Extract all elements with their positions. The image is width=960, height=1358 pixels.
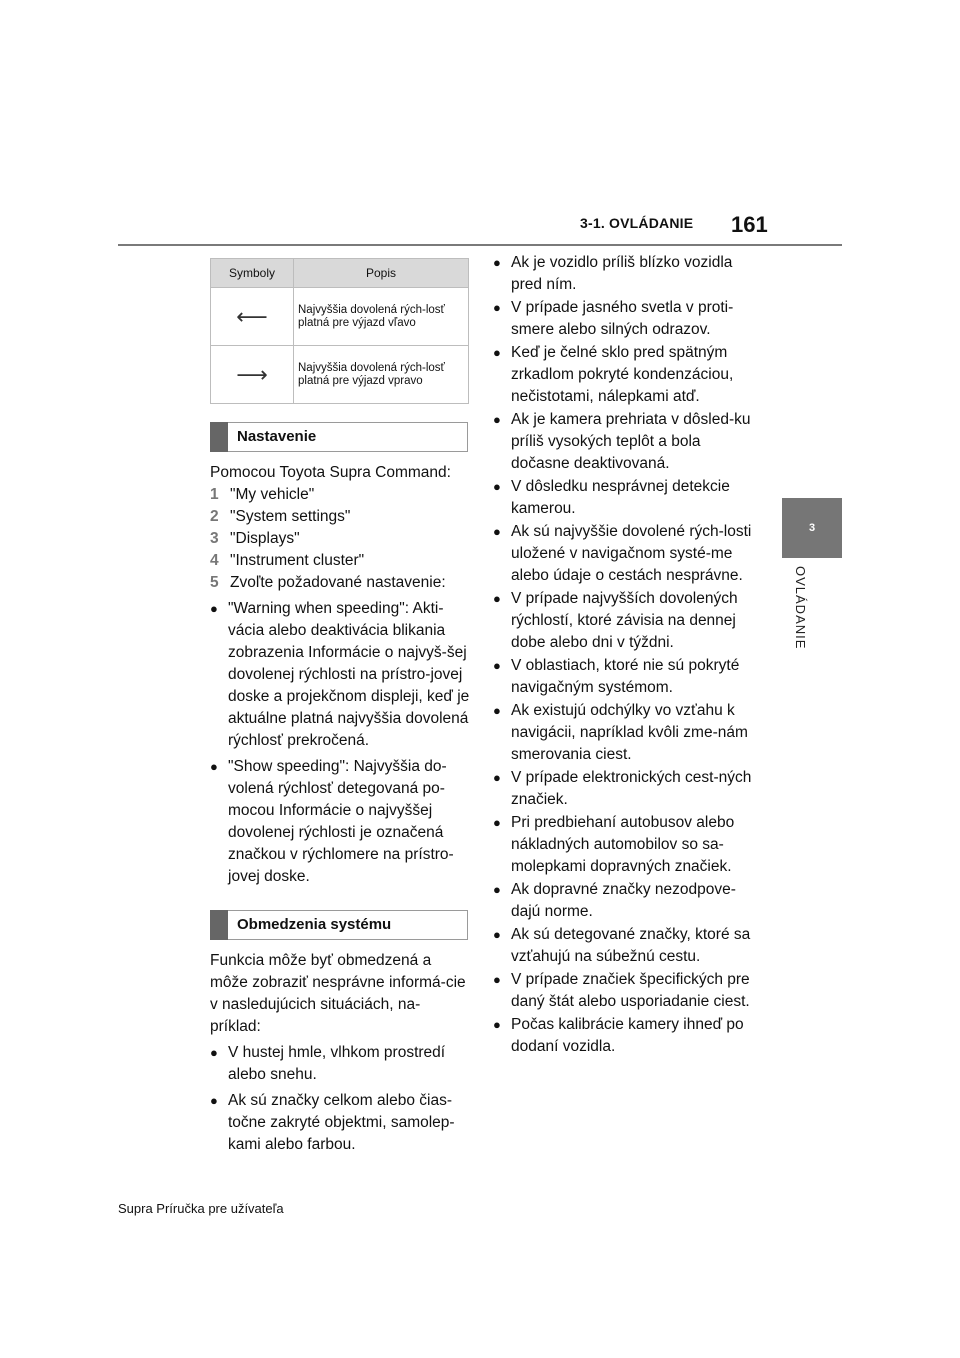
bullet-icon: ● xyxy=(493,591,501,606)
bullet-icon: ● xyxy=(210,601,218,616)
list-item-text: Keď je čelné sklo pred spätným zrkadlom pokryté kondenzáciou, nečistotami, nálepkami atď. xyxy=(511,344,734,405)
list-item xyxy=(493,342,758,408)
list-item xyxy=(493,588,758,654)
limits-intro: Funkcia môže byť obmedzená a môže zobraziť nesprávne informá-cie v nasledujúcich situáciách, na-príklad: xyxy=(210,952,466,1035)
step-text: Zvoľte požadované nastavenie: xyxy=(230,574,446,591)
footer-text: Supra Príručka pre užívateľa xyxy=(118,1201,284,1216)
bullet-icon: ● xyxy=(493,412,501,427)
list-item xyxy=(210,1090,470,1156)
table-header-description: Popis xyxy=(294,259,469,288)
step-item xyxy=(210,506,470,528)
list-item-text: Ak je kamera prehriata v dôsled-ku príliš vysokých teplôt a bola dočasne deaktivovaná. xyxy=(511,411,751,472)
list-item-text: V oblastiach, ktoré nie sú pokryté navigačným systémom. xyxy=(511,657,740,696)
step-number: 5 xyxy=(210,574,219,591)
list-item xyxy=(210,756,470,888)
chapter-label: OVLÁDANIE xyxy=(793,566,808,650)
list-item xyxy=(493,700,758,766)
list-item xyxy=(493,297,758,341)
step-text: "My vehicle" xyxy=(230,486,315,503)
left-column xyxy=(210,258,470,1156)
list-item xyxy=(493,1014,758,1058)
bullet-icon: ● xyxy=(493,703,501,718)
list-item xyxy=(493,252,758,296)
bullet-icon: ● xyxy=(493,815,501,830)
chapter-tab: 3 xyxy=(782,498,842,558)
list-item xyxy=(493,924,758,968)
bullet-icon: ● xyxy=(493,479,501,494)
table-cell-description: Najvyššia dovolená rých-losť platná pre výjazd vpravo xyxy=(294,346,469,404)
list-item xyxy=(493,521,758,587)
right-column xyxy=(493,252,758,1058)
list-item xyxy=(493,879,758,923)
bullet-icon: ● xyxy=(493,524,501,539)
heading-text: Obmedzenia systému xyxy=(237,916,392,933)
list-item xyxy=(493,767,758,811)
list-item-text: V dôsledku nesprávnej detekcie kamerou. xyxy=(511,478,730,517)
bullet-icon: ● xyxy=(493,972,501,987)
list-item xyxy=(493,476,758,520)
page-number: 161 xyxy=(731,212,768,237)
header-divider xyxy=(118,244,842,246)
table-cell-description: Najvyššia dovolená rých-losť platná pre výjazd vľavo xyxy=(294,288,469,346)
bullet-icon: ● xyxy=(210,1093,218,1108)
list-item xyxy=(493,969,758,1013)
heading-bar xyxy=(210,422,228,452)
list-item-text: Počas kalibrácie kamery ihneď po dodaní vozidla. xyxy=(511,1016,744,1055)
symbols-table xyxy=(210,258,469,404)
list-item xyxy=(210,1042,470,1086)
list-item xyxy=(210,598,470,752)
bullet-icon: ● xyxy=(493,658,501,673)
list-item-text: V hustej hmle, vlhkom prostredí alebo snehu. xyxy=(228,1044,446,1083)
arrow-right-icon: ⟶ xyxy=(211,346,294,404)
list-item-text: Ak dopravné značky nezodpove-dajú norme. xyxy=(511,881,736,920)
step-text: "Displays" xyxy=(230,530,300,547)
list-item xyxy=(493,655,758,699)
list-item-text: V prípade jasného svetla v proti-smere alebo silných odrazov. xyxy=(511,299,734,338)
list-item-text: "Warning when speeding": Akti-vácia alebo deaktivácia blikania zobrazenia Informácie o najvyš-šej dovolenej rýchlosti na prístro-jovej doske a projekčnom displeji, keď je aktuálne platná najvyššia dovolená rýchlosť prekročená. xyxy=(228,600,470,749)
bullet-icon: ● xyxy=(493,300,501,315)
list-item-text: Ak sú detegované značky, ktoré sa vzťahujú na súbežnú cestu. xyxy=(511,926,751,965)
bullet-icon: ● xyxy=(493,345,501,360)
list-item-text: V prípade elektronických cest-ných značiek. xyxy=(511,769,752,808)
step-item xyxy=(210,550,470,572)
arrow-left-icon: ⟵ xyxy=(211,288,294,346)
settings-intro: Pomocou Toyota Supra Command: xyxy=(210,464,451,481)
bullet-icon: ● xyxy=(493,927,501,942)
section-heading-settings xyxy=(210,422,468,452)
list-item-text: Ak existujú odchýlky vo vzťahu k navigácii, napríklad kvôli zme-nám smerovania ciest. xyxy=(511,702,748,763)
bullet-icon: ● xyxy=(493,255,501,270)
list-item-text: "Show speeding": Najvyššia do-volená rýchlosť detegovaná po-mocou Informácie o najvyššej dovolenej rýchlosti je označená značkou v rýchlomere na prístro-jovej doske. xyxy=(228,758,454,885)
bullet-icon: ● xyxy=(210,1045,218,1060)
step-text: "Instrument cluster" xyxy=(230,552,365,569)
step-text: "System settings" xyxy=(230,508,351,525)
list-item-text: V prípade značiek špecifických pre daný štát alebo usporiadanie ciest. xyxy=(511,971,750,1010)
step-item xyxy=(210,572,470,594)
list-item-text: Ak sú značky celkom alebo čias-točne zakryté objektmi, samolep-kami alebo farbou. xyxy=(228,1092,455,1153)
bullet-icon: ● xyxy=(493,882,501,897)
list-item-text: Ak je vozidlo príliš blízko vozidla pred ním. xyxy=(511,254,733,293)
list-item-text: Ak sú najvyššie dovolené rých-losti uložené v navigačnom systé-me alebo údaje o cestách nesprávne. xyxy=(511,523,752,584)
bullet-icon: ● xyxy=(493,1017,501,1032)
section-heading-limits xyxy=(210,910,468,940)
heading-text: Nastavenie xyxy=(237,428,317,445)
step-number: 2 xyxy=(210,508,219,525)
list-item xyxy=(493,409,758,475)
step-item xyxy=(210,528,470,550)
list-item-text: Pri predbiehaní autobusov alebo nákladných automobilov so sa-molepkami dopravných značiek. xyxy=(511,814,735,875)
step-number: 4 xyxy=(210,552,219,569)
table-header-symbols: Symboly xyxy=(211,259,294,288)
table-row xyxy=(211,346,469,404)
table-row xyxy=(211,288,469,346)
list-item-text: V prípade najvyšších dovolených rýchlostí, ktoré závisia na dennej dobe alebo dni v týždni. xyxy=(511,590,738,651)
list-item xyxy=(493,812,758,878)
bullet-icon: ● xyxy=(210,759,218,774)
heading-bar xyxy=(210,910,228,940)
step-number: 3 xyxy=(210,530,219,547)
section-title: 3-1. OVLÁDANIE xyxy=(580,215,694,231)
bullet-icon: ● xyxy=(493,770,501,785)
step-item xyxy=(210,484,470,506)
step-number: 1 xyxy=(210,486,219,503)
